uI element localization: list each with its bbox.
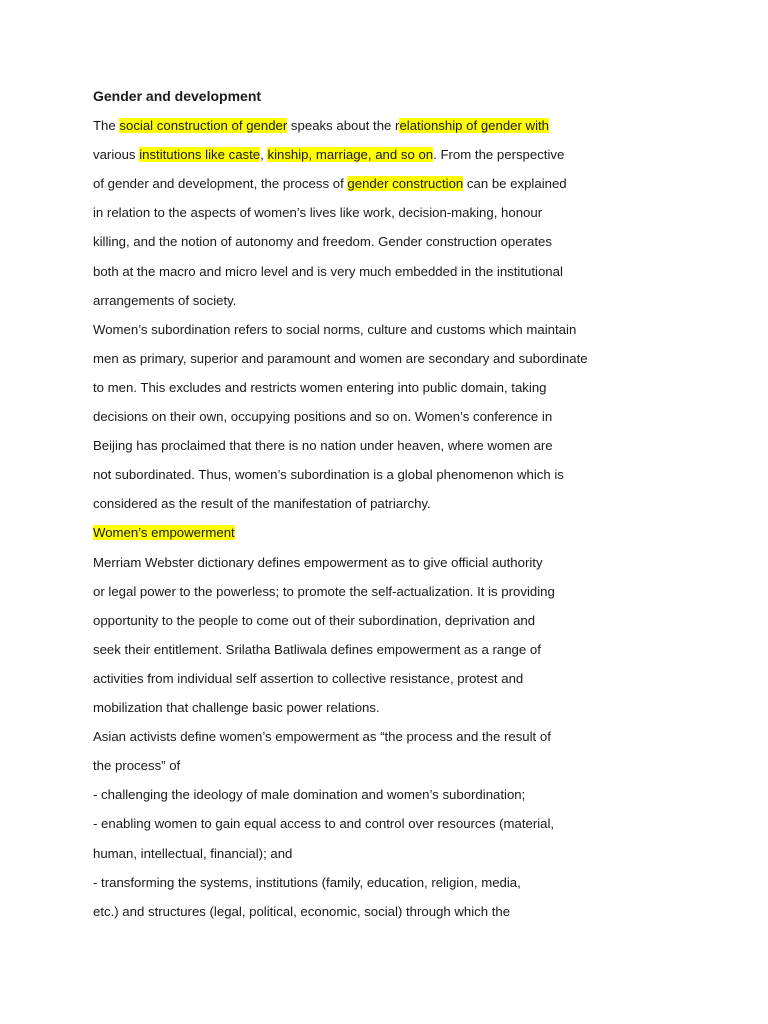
text-run: Merriam Webster dictionary defines empowerment as to give official authority [93, 554, 543, 570]
text-run: The [93, 118, 120, 133]
paragraph-line [93, 844, 292, 864]
text-run: etc.) and structures (legal, political, economic, social) through which the [93, 903, 511, 919]
paragraph-line [93, 902, 510, 922]
highlighted-text: gender construction [347, 176, 464, 192]
text-run: . From the perspective [433, 147, 565, 163]
paragraph-line [93, 232, 552, 252]
highlighted-text: Women’s empowerment [93, 525, 235, 541]
text-run: of gender and development, the process of [93, 176, 348, 192]
paragraph-line [93, 640, 541, 660]
paragraph-line [93, 320, 576, 340]
paragraph-line [93, 698, 380, 718]
text-run: to men. This excludes and restricts women entering into public domain, taking [93, 379, 547, 395]
text-run: Beijing has proclaimed that there is no nation under heaven, where women are [93, 438, 553, 454]
paragraph-line [93, 407, 552, 427]
text-run: activities from individual self assertion to collective resistance, protest and [93, 670, 524, 686]
paragraph-line [93, 145, 564, 165]
text-run: killing, and the notion of autonomy and freedom. Gender construction operates [93, 234, 552, 250]
text-run: men as primary, superior and paramount and women are secondary and subordinate [93, 350, 588, 366]
paragraph-line [93, 349, 588, 369]
paragraph-line [93, 582, 555, 602]
paragraph-line [93, 523, 235, 543]
paragraph-line [93, 553, 543, 573]
text-run: human, intellectual, financial); and [93, 845, 293, 861]
paragraph-line [93, 116, 549, 136]
text-run: Asian activists define women’s empowerment as “the process and the result of [93, 729, 551, 745]
paragraph-line [93, 873, 521, 893]
highlighted-text: institutions like caste [139, 147, 261, 163]
highlighted-text: elationship of gender with [399, 118, 549, 133]
text-run: mobilization that challenge basic power relations. [93, 700, 380, 715]
paragraph-line [93, 291, 236, 311]
text-run: speaks about the r [287, 118, 400, 133]
paragraph-line [93, 378, 547, 398]
text-run: - enabling women to gain equal access to and control over resources (material, [93, 816, 555, 832]
text-run: opportunity to the people to come out of their subordination, deprivation and [93, 612, 536, 628]
highlighted-text: kinship, marriage, and so on [267, 147, 434, 163]
paragraph-line [93, 465, 564, 485]
paragraph-line [93, 611, 535, 631]
text-run: in relation to the aspects of women’s lives like work, decision-making, honour [93, 205, 543, 221]
paragraph-line [93, 669, 523, 689]
text-run: considered as the result of the manifestation of patriarchy. [93, 496, 431, 512]
text-run: decisions on their own, occupying positions and so on. Women’s conference in [93, 409, 553, 424]
text-run: not subordinated. Thus, women’s subordination is a global phenomenon which is [93, 467, 564, 483]
paragraph-line [93, 262, 563, 282]
paragraph-line [93, 174, 567, 194]
text-run: , [260, 147, 268, 163]
text-run: arrangements of society. [93, 292, 237, 308]
document-title: Gender and development [93, 88, 262, 104]
paragraph-line [93, 756, 180, 776]
text-run: or legal power to the powerless; to promote the self-actualization. It is providing [93, 583, 555, 599]
highlighted-text: social construction of gender [119, 118, 288, 133]
text-run: Women’s subordination refers to social norms, culture and customs which maintain [93, 321, 577, 337]
paragraph-line [93, 203, 542, 223]
text-run: - transforming the systems, institutions (family, education, religion, media, [93, 874, 521, 890]
paragraph-line [93, 727, 551, 747]
paragraph-line [93, 814, 554, 834]
paragraph-line [93, 494, 431, 514]
text-run: both at the macro and micro level and is very much embedded in the institutional [93, 263, 563, 279]
paragraph-line [93, 436, 553, 456]
paragraph-line [93, 785, 525, 805]
text-run: seek their entitlement. Srilatha Batliwala defines empowerment as a range of [93, 641, 541, 657]
text-run: can be explained [463, 176, 567, 192]
text-run: various [93, 147, 140, 163]
text-run: - challenging the ideology of male domination and women’s subordination; [93, 787, 526, 803]
text-run: the process” of [93, 758, 181, 774]
